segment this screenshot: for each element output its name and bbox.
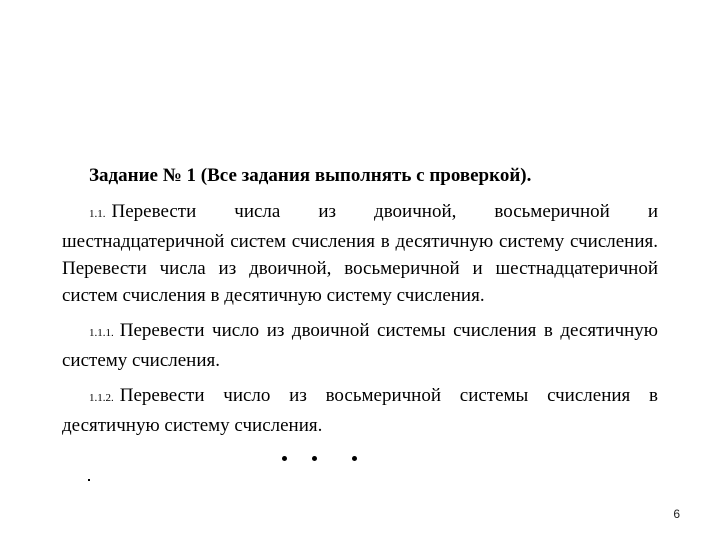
task-item-1-1-1 — [62, 317, 658, 374]
page-number: 6 — [673, 507, 680, 521]
stray-dot — [88, 479, 90, 481]
bullet-dots — [274, 450, 374, 466]
item-text: Перевести числа из двоичной, восьмеричной и шестнадцатеричной систем счисления в десятичную систему счисления. Перевести числа из двоичной, восьмеричной и шестнадцатеричной систем счисления в десятичную систему счисления. — [62, 201, 658, 306]
item-number: 1.1. — [89, 208, 106, 220]
item-number: 1.1.1. — [89, 327, 114, 339]
bullet-dot-icon — [352, 456, 357, 461]
bullet-dot-icon — [282, 456, 287, 461]
item-text: Перевести число из двоичной системы счисления в десятичную систему счисления. — [62, 320, 658, 371]
item-text: Перевести число из восьмеричной системы счисления в десятичную систему счисления. — [62, 385, 658, 436]
task-item-1-1-2 — [62, 382, 658, 439]
task-heading: Задание № 1 (Все задания выполнять с проверкой). — [89, 165, 532, 186]
slide-content — [62, 162, 658, 439]
bullet-dot-icon — [312, 456, 317, 461]
task-item-1-1 — [62, 198, 658, 309]
item-number: 1.1.2. — [89, 392, 114, 404]
